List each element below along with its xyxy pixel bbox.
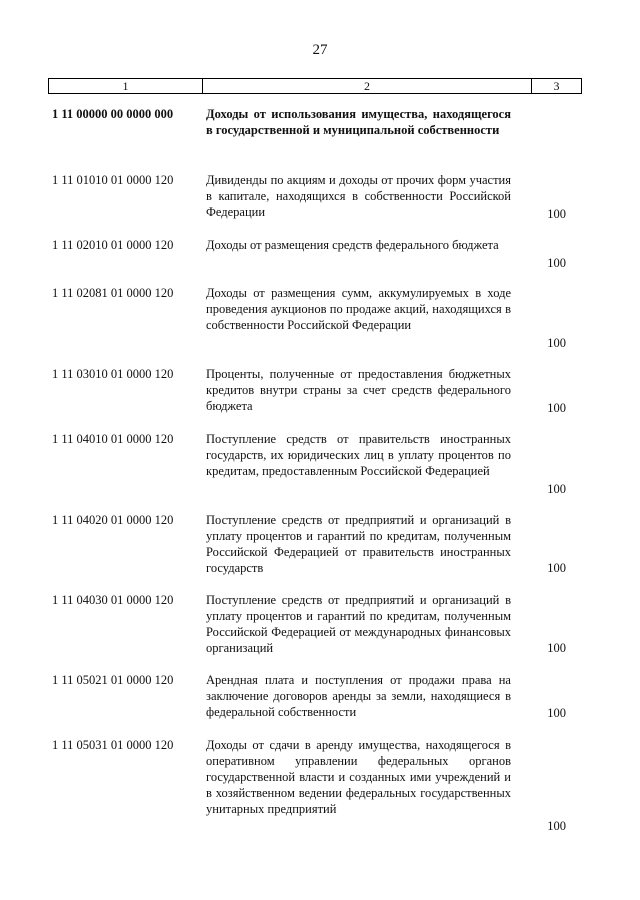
row-code: 1 11 03010 01 0000 120 bbox=[52, 367, 174, 381]
page-number: 27 bbox=[312, 42, 328, 58]
row-code: 1 11 02010 01 0000 120 bbox=[52, 238, 174, 252]
row-description: Поступление средств от предприятий и организаций в уплату процентов и гарантий по кредитам, полученным Российской Федерацией от правительств иностранных государств bbox=[206, 513, 511, 575]
row-value: 100 bbox=[547, 256, 566, 270]
row-value: 100 bbox=[547, 641, 566, 655]
row-code: 1 11 04030 01 0000 120 bbox=[52, 593, 174, 607]
header-col-2: 2 bbox=[203, 79, 532, 93]
row-description: Доходы от размещения средств федерального бюджета bbox=[206, 238, 499, 252]
table-header bbox=[48, 78, 582, 94]
header-col-3: 3 bbox=[553, 79, 560, 93]
row-description: Доходы от размещения сумм, аккумулируемых в ходе проведения аукционов по продаже акций, находящихся в собственности Российской Федерации bbox=[206, 286, 511, 332]
row-description: Доходы от сдачи в аренду имущества, находящегося в оперативном управлении федеральных органов государственной власти и созданных ими учреждений и в хозяйственном ведении федеральных государственных унитарных предприятий bbox=[206, 738, 511, 816]
row-value: 100 bbox=[547, 401, 566, 415]
row-description: Поступление средств от предприятий и организаций в уплату процентов и гарантий по кредитам, полученным Российской Федерацией от международных финансовых организаций bbox=[206, 593, 511, 655]
row-value: 100 bbox=[547, 819, 566, 833]
row-value: 100 bbox=[547, 207, 566, 221]
row-code: 1 11 04020 01 0000 120 bbox=[52, 513, 174, 527]
row-value: 100 bbox=[547, 561, 566, 575]
header-col-1: 1 bbox=[49, 79, 203, 93]
row-value: 100 bbox=[547, 336, 566, 350]
row-value: 100 bbox=[547, 706, 566, 720]
row-code: 1 11 05031 01 0000 120 bbox=[52, 738, 174, 752]
row-code: 1 11 02081 01 0000 120 bbox=[52, 286, 174, 300]
row-description: Поступление средств от правительств иностранных государств, их юридических лиц в уплату процентов по кредитам, предоставленным Российской Федерацией bbox=[206, 432, 511, 478]
row-description: Арендная плата и поступления от продажи права на заключение договоров аренды за земли, находящиеся в федеральной собственности bbox=[206, 673, 511, 719]
row-value: 100 bbox=[547, 482, 566, 496]
row-code: 1 11 04010 01 0000 120 bbox=[52, 432, 174, 446]
row-description: Доходы от использования имущества, находящегося в государственной и муниципальной собственности bbox=[206, 107, 511, 137]
row-code: 1 11 01010 01 0000 120 bbox=[52, 173, 174, 187]
row-code: 1 11 05021 01 0000 120 bbox=[52, 673, 174, 687]
row-description: Проценты, полученные от предоставления бюджетных кредитов внутри страны за счет средств федерального бюджета bbox=[206, 367, 511, 413]
row-code: 1 11 00000 00 0000 000 bbox=[52, 107, 174, 121]
row-description: Дивиденды по акциям и доходы от прочих форм участия в капитале, находящихся в собственности Российской Федерации bbox=[206, 173, 511, 219]
